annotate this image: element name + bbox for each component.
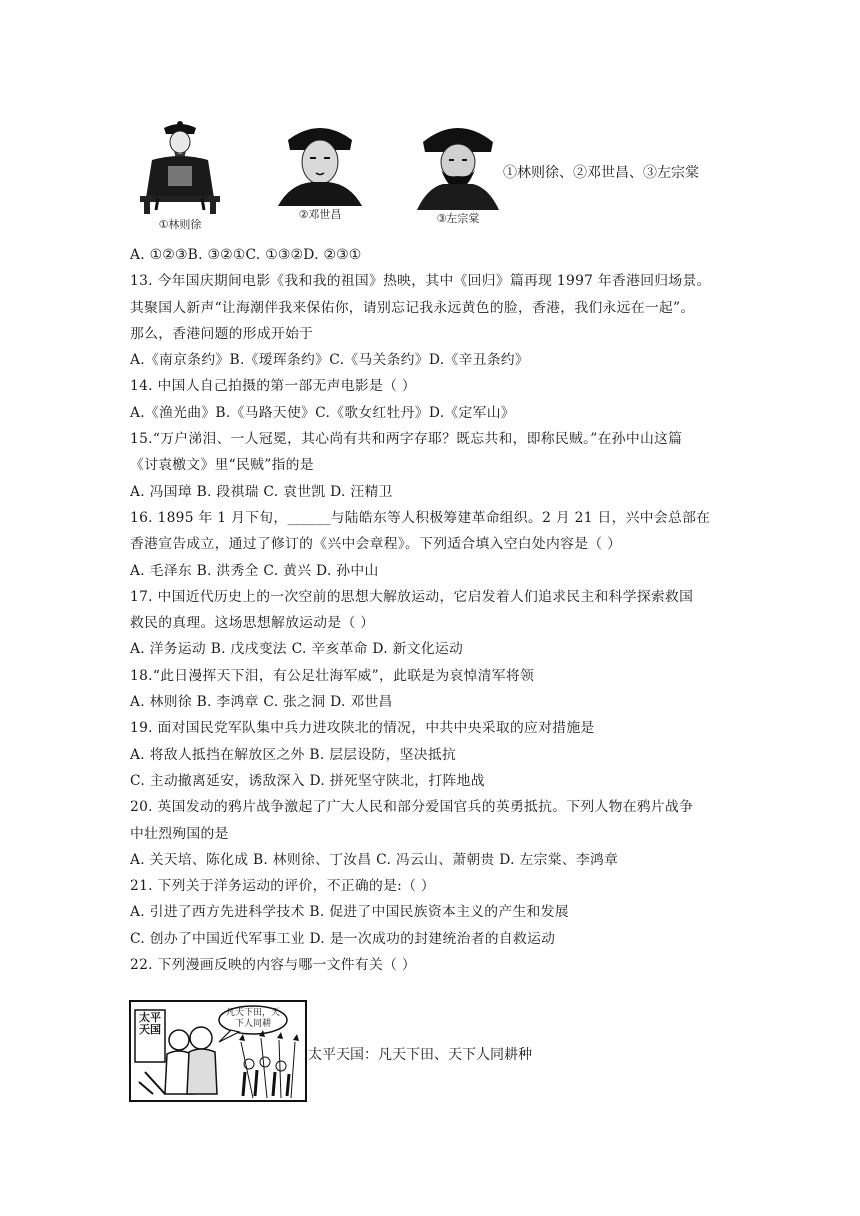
text-line: C. 主动撤离延安，诱敌深入 D. 拼死坚守陕北，打阵地战 — [130, 772, 485, 789]
text-line: 香港宣告成立，通过了修订的《兴中会章程》。下列适合填入空白处内容是（ ） — [130, 536, 622, 553]
cartoon-caption-label: 太平天国：凡天下田、天下人同耕种 — [308, 1047, 532, 1063]
question-text-block — [130, 242, 770, 978]
taiping-cartoon — [129, 1000, 307, 1102]
text-line: 中壮烈殉国的是 — [130, 825, 229, 842]
text-line: 13. 今年国庆期间电影《我和我的祖国》热映，其中《回归》篇再现 1997 年香港回归场景。 — [130, 273, 711, 290]
seated-official-image — [130, 118, 230, 216]
text-line: 19. 面对国民党军队集中兵力进攻陕北的情况，中共中央采取的应对措施是 — [130, 720, 595, 737]
text-line: 《讨袁檄文》里“民贼”指的是 — [130, 457, 314, 474]
text-line: 22. 下列漫画反映的内容与哪一文件有关（ ） — [130, 957, 416, 974]
cartoon-speech-bubble-text: 凡天下田，天下人同耕 — [225, 1008, 280, 1029]
text-line: A. 冯国璋 B. 段祺瑞 C. 袁世凯 D. 汪精卫 — [130, 483, 393, 500]
bearded-official-image — [413, 118, 503, 210]
portrait-zuo-zongtang — [413, 118, 503, 225]
text-line: 18.“此日漫挥天下泪，有公足壮海军威”，此联是为哀悼清军将领 — [130, 667, 535, 684]
portrait-deng-shichang — [270, 118, 370, 221]
portrait-names-label: ①林则徐、②邓世昌、③左宗棠 — [503, 165, 699, 181]
text-line: A. 引进了西方先进科学技术 B. 促进了中国民族资本主义的产生和发展 — [130, 904, 569, 921]
official-bust-image — [270, 118, 370, 206]
text-line: A. 将敌人抵挡在解放区之外 B. 层层设防，坚决抵抗 — [130, 746, 457, 763]
text-line: A. 洋务运动 B. 戊戌变法 C. 辛亥革命 D. 新文化运动 — [130, 641, 464, 658]
cartoon-sign-text: 太平天国 — [139, 1011, 161, 1036]
cartoon-frame — [129, 1000, 307, 1102]
text-line: 其聚国人新声“让海潮伴我来保佑你，请别忘记我永远黄色的脸，香港，我们永远在一起”。 — [130, 299, 695, 316]
text-line: 20. 英国发动的鸦片战争激起了广大人民和部分爱国官兵的英勇抵抗。下列人物在鸦片战争 — [130, 799, 694, 816]
text-line: A. 林则徐 B. 李鸿章 C. 张之洞 D. 邓世昌 — [130, 694, 393, 711]
text-line: 21. 下列关于洋务运动的评价，不正确的是:（ ） — [130, 878, 436, 895]
text-line: A. 关天培、陈化成 B. 林则徐、丁汝昌 C. 冯云山、萧朝贵 D. 左宗棠、李鸿章 — [130, 851, 619, 868]
portrait-caption: ①林则徐 — [158, 218, 202, 231]
text-line: 16. 1895 年 1 月下旬，______与陆皓东等人积极筹建革命组织。2 月 21 日，兴中会总部在 — [130, 509, 711, 526]
portrait-lin-zexu — [130, 118, 230, 231]
text-line: C. 创办了中国近代军事工业 D. 是一次成功的封建统治者的自救运动 — [130, 930, 556, 947]
text-line: 15.“万户涕泪、一人冠冕，其心尚有共和两字存耶？既忘共和，即称民贼。”在孙中山这篇 — [130, 431, 683, 448]
text-line: 那么，香港问题的形成开始于 — [130, 325, 314, 342]
text-line: A. ①②③B. ③②①C. ①③②D. ②③① — [130, 247, 362, 263]
portrait-caption: ③左宗棠 — [436, 212, 480, 225]
text-line: 14. 中国人自己拍摄的第一部无声电影是（ ） — [130, 378, 416, 395]
text-line: A.《渔光曲》B.《马路天使》C.《歌女红牡丹》D.《定军山》 — [130, 404, 515, 421]
text-line: A.《南京条约》B.《瑷珲条约》C.《马关条约》D.《辛丑条约》 — [130, 352, 530, 369]
text-line: 救民的真理。这场思想解放运动是（ ） — [130, 615, 375, 632]
portrait-caption: ②邓世昌 — [298, 208, 342, 221]
text-line: A. 毛泽东 B. 洪秀全 C. 黄兴 D. 孙中山 — [130, 562, 379, 579]
text-line: 17. 中国近代历史上的一次空前的思想大解放运动，它启发着人们追求民主和科学探索救国 — [130, 588, 694, 605]
